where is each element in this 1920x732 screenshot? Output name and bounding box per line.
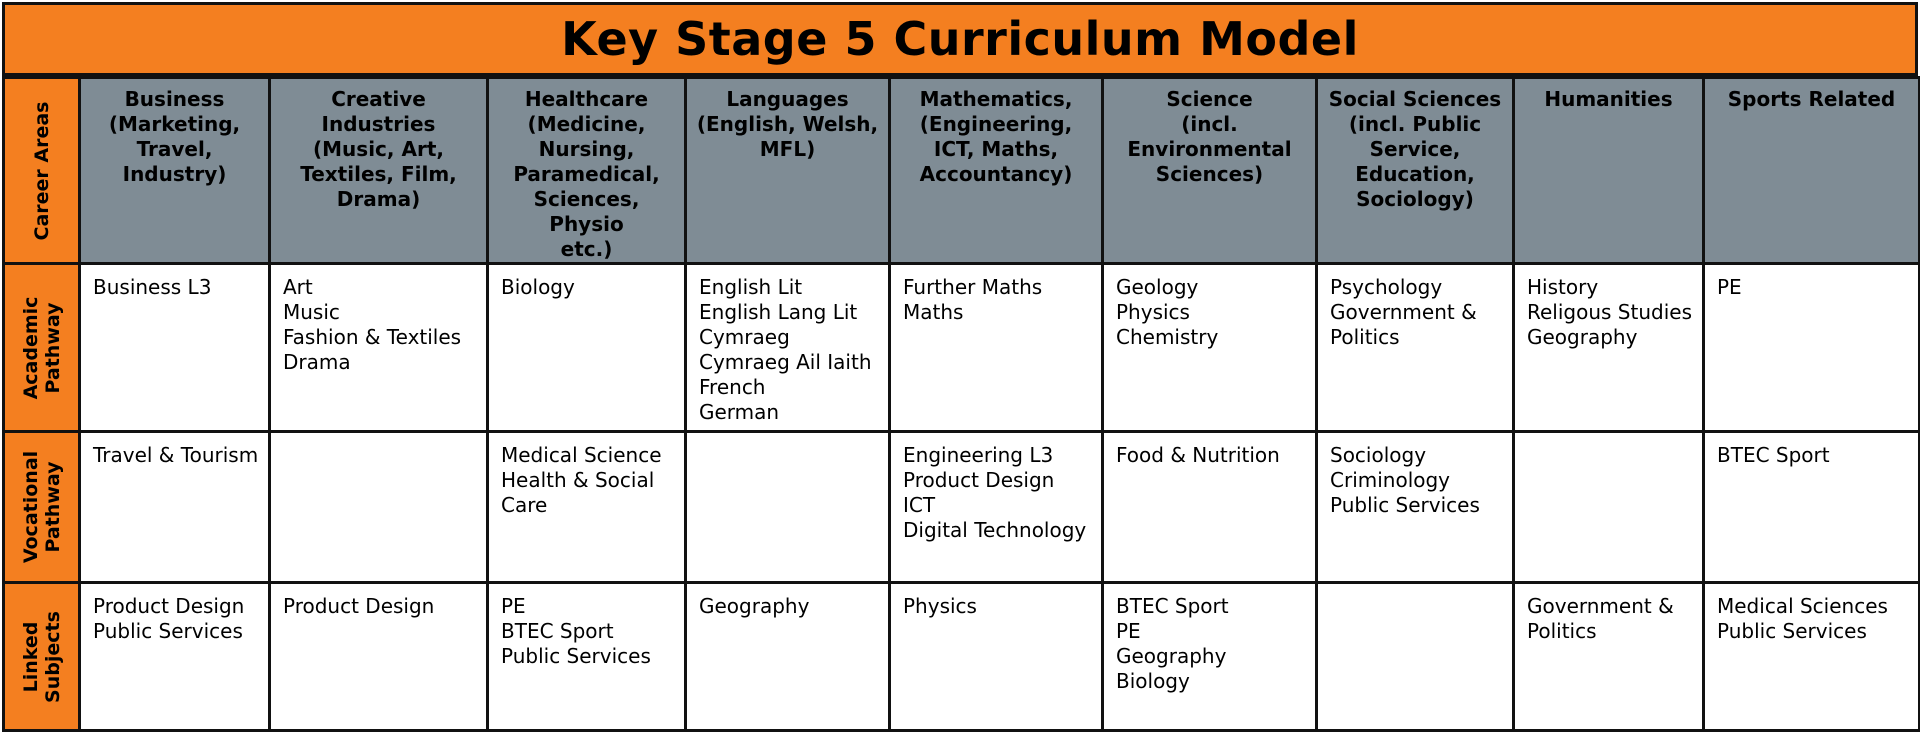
cell-line: Travel, Industry) bbox=[122, 137, 227, 186]
cell-line: Digital Technology bbox=[903, 518, 1087, 542]
vocational-cell-1 bbox=[270, 432, 488, 583]
cell-line: Geography bbox=[1116, 644, 1227, 668]
cell-line: ICT bbox=[903, 493, 936, 517]
cell-line: Government & bbox=[1330, 300, 1477, 324]
cell-line: Subjects bbox=[41, 610, 64, 703]
academic-pathway-row bbox=[4, 264, 1920, 432]
cell-line: Business L3 bbox=[93, 275, 212, 299]
linked-cell-0 bbox=[80, 583, 270, 731]
row-header-label bbox=[20, 296, 64, 399]
cell-line: Product Design bbox=[903, 468, 1055, 492]
area-header-8 bbox=[1704, 78, 1920, 264]
academic-cell-6 bbox=[1317, 264, 1514, 432]
cell-line: Public Services bbox=[93, 619, 243, 643]
row-header-label bbox=[20, 451, 64, 563]
area-header-6 bbox=[1317, 78, 1514, 264]
cell-line: Medical Science bbox=[501, 443, 662, 467]
cell-line: Sociology) bbox=[1356, 187, 1474, 211]
academic-cell-2 bbox=[488, 264, 686, 432]
cell-line: Art bbox=[283, 275, 313, 299]
cell-line: Linked bbox=[19, 621, 42, 692]
cell-line: Engineering L3 bbox=[903, 443, 1054, 467]
linked-cell-2 bbox=[488, 583, 686, 731]
vocational-cell-5 bbox=[1103, 432, 1317, 583]
cell-line: Humanities bbox=[1544, 87, 1673, 111]
cell-line: Travel & Tourism bbox=[93, 443, 259, 467]
linked-cell-4 bbox=[890, 583, 1103, 731]
cell-line: Accountancy) bbox=[919, 162, 1073, 186]
cell-line: Drama bbox=[283, 350, 351, 374]
cell-line: Languages bbox=[726, 87, 849, 111]
cell-line: Textiles, Film, bbox=[300, 162, 457, 186]
cell-line: Creative Industries bbox=[321, 87, 436, 136]
cell-line: Politics bbox=[1330, 325, 1400, 349]
cell-line: Criminology bbox=[1330, 468, 1451, 492]
cell-line: Care bbox=[501, 493, 548, 517]
cell-line: (Engineering, bbox=[919, 112, 1073, 136]
vocational-cell-3 bbox=[686, 432, 890, 583]
cell-line: English Lang Lit bbox=[699, 300, 858, 324]
row-header-label: Career Areas bbox=[30, 101, 53, 240]
cell-line: Education, bbox=[1355, 162, 1475, 186]
cell-line: Product Design bbox=[93, 594, 245, 618]
linked-subjects-row bbox=[4, 583, 1920, 731]
area-header-3 bbox=[686, 78, 890, 264]
linked-cell-1 bbox=[270, 583, 488, 731]
cell-line: Academic bbox=[19, 296, 42, 399]
cell-line: Geography bbox=[1527, 325, 1638, 349]
cell-line: Pathway bbox=[41, 461, 64, 553]
cell-line: Politics bbox=[1527, 619, 1597, 643]
row-header-career-areas bbox=[4, 78, 80, 264]
area-header-1 bbox=[270, 78, 488, 264]
page-title: Key Stage 5 Curriculum Model bbox=[561, 12, 1359, 66]
cell-line: Biology bbox=[501, 275, 575, 299]
academic-cell-8 bbox=[1704, 264, 1920, 432]
cell-line: Service, bbox=[1369, 137, 1461, 161]
cell-line: BTEC Sport bbox=[1717, 443, 1830, 467]
cell-line: Cymraeg bbox=[699, 325, 790, 349]
cell-line: (Medicine, bbox=[527, 112, 646, 136]
academic-cell-1 bbox=[270, 264, 488, 432]
cell-line: MFL) bbox=[759, 137, 816, 161]
row-header-linked bbox=[4, 583, 80, 731]
area-header-5 bbox=[1103, 78, 1317, 264]
area-header-0 bbox=[80, 78, 270, 264]
vocational-cell-6 bbox=[1317, 432, 1514, 583]
cell-line: Public Services bbox=[1330, 493, 1480, 517]
academic-cell-3 bbox=[686, 264, 890, 432]
cell-line: Science bbox=[1166, 87, 1253, 111]
academic-cell-0 bbox=[80, 264, 270, 432]
cell-line: English Lit bbox=[699, 275, 803, 299]
cell-line: Food & Nutrition bbox=[1116, 443, 1280, 467]
cell-line: Cymraeg Ail Iaith bbox=[699, 350, 872, 374]
career-areas-row bbox=[4, 78, 1920, 264]
vocational-cell-7 bbox=[1514, 432, 1704, 583]
cell-line: Sports Related bbox=[1727, 87, 1896, 111]
cell-line: Social Sciences bbox=[1328, 87, 1502, 111]
academic-cell-5 bbox=[1103, 264, 1317, 432]
area-header-4 bbox=[890, 78, 1103, 264]
area-header-2 bbox=[488, 78, 686, 264]
row-header-vocational bbox=[4, 432, 80, 583]
cell-line: PE bbox=[1116, 619, 1141, 643]
cell-line: (English, Welsh, bbox=[696, 112, 879, 136]
area-header-7 bbox=[1514, 78, 1704, 264]
academic-cell-4 bbox=[890, 264, 1103, 432]
cell-line: BTEC Sport bbox=[501, 619, 614, 643]
row-header-academic bbox=[4, 264, 80, 432]
cell-line: (incl. Public bbox=[1348, 112, 1482, 136]
cell-line: History bbox=[1527, 275, 1599, 299]
cell-line: German bbox=[699, 400, 780, 424]
cell-line: ICT, Maths, bbox=[933, 137, 1059, 161]
cell-line: French bbox=[699, 375, 766, 399]
linked-cell-3 bbox=[686, 583, 890, 731]
cell-line: Environmental bbox=[1127, 137, 1292, 161]
cell-line: Sociology bbox=[1330, 443, 1427, 467]
cell-line: PE bbox=[501, 594, 526, 618]
cell-line: PE bbox=[1717, 275, 1742, 299]
vocational-cell-4 bbox=[890, 432, 1103, 583]
cell-line: (Music, Art, bbox=[313, 137, 444, 161]
cell-line: Health & Social bbox=[501, 468, 655, 492]
cell-line: Mathematics, bbox=[919, 87, 1073, 111]
cell-line: Further Maths bbox=[903, 275, 1043, 299]
vocational-pathway-row bbox=[4, 432, 1920, 583]
cell-line: Paramedical, bbox=[513, 162, 660, 186]
row-header-label bbox=[20, 611, 64, 703]
cell-line: Maths bbox=[903, 300, 964, 324]
cell-line: BTEC Sport bbox=[1116, 594, 1229, 618]
cell-line: Sciences, Physio bbox=[533, 187, 640, 236]
cell-line: Pathway bbox=[41, 301, 64, 394]
cell-line: Government & bbox=[1527, 594, 1674, 618]
cell-line: Music bbox=[283, 300, 340, 324]
cell-line: Geology bbox=[1116, 275, 1199, 299]
cell-line: Vocational bbox=[19, 450, 42, 564]
cell-line: Nursing, bbox=[538, 137, 635, 161]
cell-line: etc.) bbox=[560, 237, 613, 261]
cell-line: (incl. bbox=[1181, 112, 1238, 136]
cell-line: Chemistry bbox=[1116, 325, 1219, 349]
cell-line: Drama) bbox=[336, 187, 421, 211]
cell-line: Business bbox=[124, 87, 225, 111]
cell-line: Public Services bbox=[1717, 619, 1867, 643]
cell-line: Product Design bbox=[283, 594, 435, 618]
cell-line: Psychology bbox=[1330, 275, 1443, 299]
title-bar bbox=[2, 2, 1918, 76]
cell-line: Physics bbox=[903, 594, 977, 618]
vocational-cell-8 bbox=[1704, 432, 1920, 583]
linked-cell-5 bbox=[1103, 583, 1317, 731]
cell-line: Sciences) bbox=[1155, 162, 1264, 186]
vocational-cell-2 bbox=[488, 432, 686, 583]
academic-cell-7 bbox=[1514, 264, 1704, 432]
linked-cell-8 bbox=[1704, 583, 1920, 731]
cell-line: Physics bbox=[1116, 300, 1190, 324]
cell-line: Fashion & Textiles bbox=[283, 325, 462, 349]
linked-cell-7 bbox=[1514, 583, 1704, 731]
vocational-cell-0 bbox=[80, 432, 270, 583]
linked-cell-6 bbox=[1317, 583, 1514, 731]
cell-line: (Marketing, bbox=[108, 112, 241, 136]
cell-line: Biology bbox=[1116, 669, 1190, 693]
cell-line: Medical Sciences bbox=[1717, 594, 1888, 618]
cell-line: Geography bbox=[699, 594, 810, 618]
curriculum-table bbox=[2, 76, 1920, 732]
cell-line: Healthcare bbox=[524, 87, 649, 111]
cell-line: Public Services bbox=[501, 644, 651, 668]
cell-line: Religous Studies bbox=[1527, 300, 1692, 324]
